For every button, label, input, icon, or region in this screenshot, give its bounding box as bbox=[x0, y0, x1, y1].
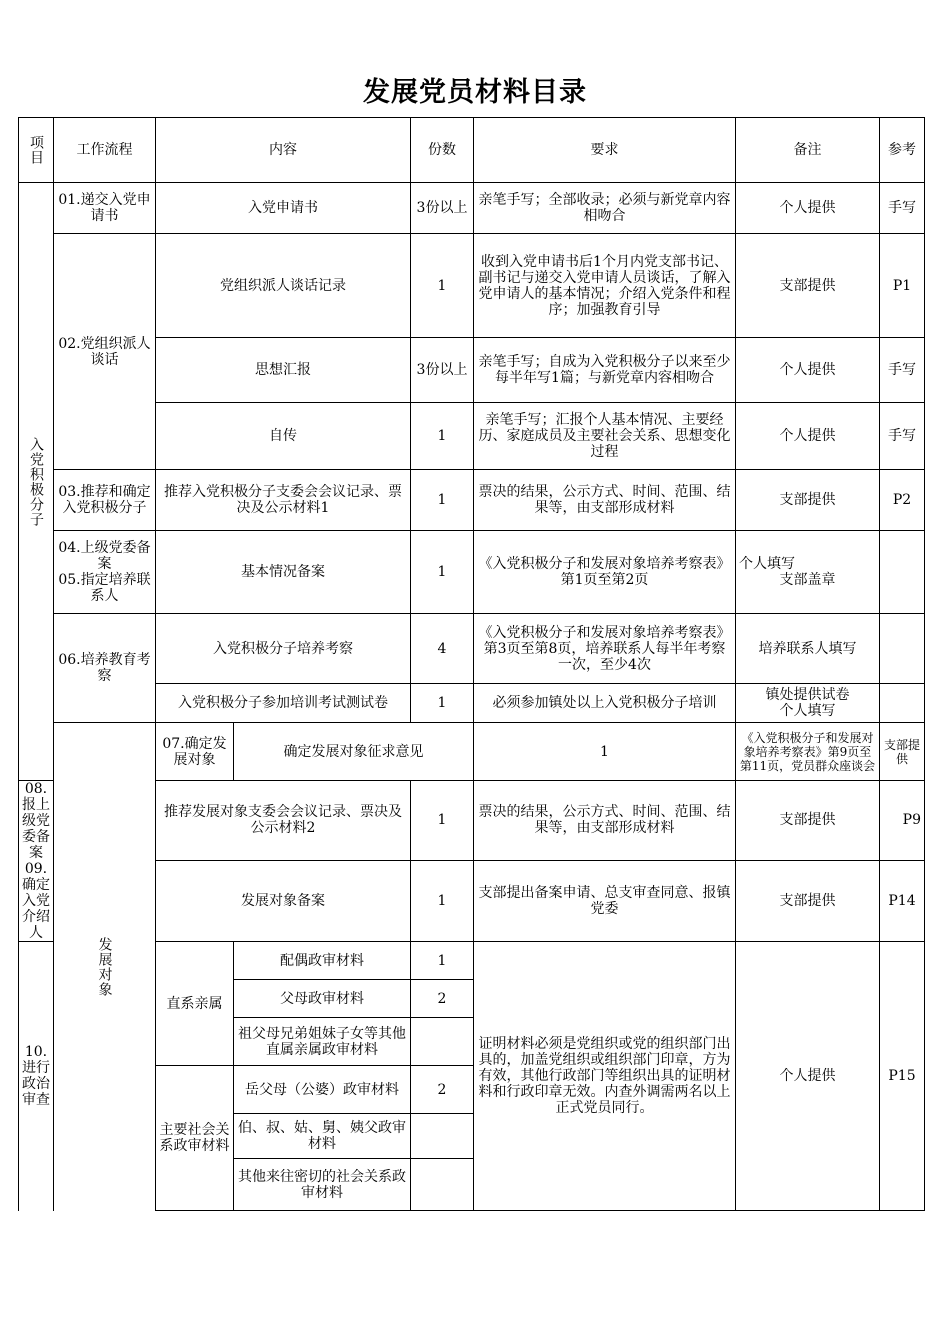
copies-cell: 3份以上 bbox=[411, 183, 474, 234]
process-cell: 07.确定发展对象 bbox=[156, 723, 234, 781]
subgroup-social: 主要社会关系政审材料 bbox=[156, 1066, 234, 1211]
remark-line: 个人填写 bbox=[739, 556, 795, 572]
content-cell: 自传 bbox=[156, 403, 411, 470]
subgroup-direct: 直系亲属 bbox=[156, 942, 234, 1066]
header-remark: 备注 bbox=[736, 118, 880, 183]
requirement-cell: 票决的结果，公示方式、时间、范围、结果等，由支部形成材料 bbox=[474, 781, 736, 861]
requirement-cell: 《入党积极分子和发展对象培养考察表》第3页至第8页，培养联系人每半年考察一次，至少4次 bbox=[474, 614, 736, 684]
reference-cell bbox=[880, 684, 925, 723]
content-cell: 岳父母（公婆）政审材料 bbox=[234, 1066, 411, 1114]
remark-cell: 支部提供 bbox=[736, 234, 880, 338]
reference-cell: P9 bbox=[880, 781, 925, 861]
reference-cell: P14 bbox=[880, 860, 925, 941]
process-cell bbox=[19, 781, 54, 942]
remark-cell bbox=[736, 684, 880, 723]
remark-line: 个人填写 bbox=[779, 703, 836, 719]
requirement-cell: 证明材料必须是党组织或党的组织部门出具的，加盖党组织或组织部门印章，方为有效，其他行政部门等组织出具的证明材料和行政印章无效。内查外调需两名以上正式党员同行。 bbox=[474, 942, 736, 1211]
copies-cell: 1 bbox=[411, 531, 474, 614]
remark-line: 镇处提供试卷 bbox=[765, 687, 850, 703]
header-row bbox=[19, 118, 925, 183]
reference-cell: P2 bbox=[880, 470, 925, 531]
table-row bbox=[19, 723, 925, 781]
copies-cell: 1 bbox=[411, 860, 474, 941]
requirement-cell: 《入党积极分子和发展对象培养考察表》第9页至第11页，党员群众座谈会 bbox=[736, 723, 880, 781]
reference-cell: P1 bbox=[880, 234, 925, 338]
table-row bbox=[19, 531, 925, 614]
reference-cell: 手写 bbox=[880, 338, 925, 403]
header-process: 工作流程 bbox=[54, 118, 156, 183]
process-line: 05.指定培养联系人 bbox=[58, 572, 151, 604]
remark-cell: 支部提供 bbox=[736, 470, 880, 531]
copies-cell: 1 bbox=[474, 723, 736, 781]
content-cell: 配偶政审材料 bbox=[234, 942, 411, 980]
copies-cell: 2 bbox=[411, 980, 474, 1018]
content-cell: 伯、叔、姑、舅、姨父政审 材料 bbox=[234, 1114, 411, 1159]
content-cell: 入党积极分子培养考察 bbox=[156, 614, 411, 684]
process-cell: 03.推荐和确定入党积极分子 bbox=[54, 470, 156, 531]
requirement-cell: 亲笔手写；全部收录；必须与新党章内容相吻合 bbox=[474, 183, 736, 234]
remark-cell: 支部提供 bbox=[736, 860, 880, 941]
remark-cell: 个人提供 bbox=[736, 183, 880, 234]
process-line: 08.报上级党委备案 bbox=[22, 781, 50, 861]
copies-cell: 1 bbox=[411, 684, 474, 723]
requirement-cell: 亲笔手写；汇报个人基本情况、主要经历、家庭成员及主要社会关系、思想变化过程 bbox=[474, 403, 736, 470]
content-cell: 祖父母兄弟姐妹子女等其他直属亲属政审材料 bbox=[234, 1018, 411, 1066]
copies-cell: 1 bbox=[411, 234, 474, 338]
content-cell: 发展对象备案 bbox=[156, 860, 411, 941]
section-candidate: 发展对象 bbox=[54, 723, 156, 1211]
reference-cell: 手写 bbox=[880, 403, 925, 470]
copies-cell: 2 bbox=[411, 1066, 474, 1114]
table-row bbox=[19, 183, 925, 234]
requirement-cell: 亲笔手写；自成为入党积极分子以来至少每半年写1篇；与新党章内容相吻合 bbox=[474, 338, 736, 403]
remark-cell: 支部提供 bbox=[736, 781, 880, 861]
table-row bbox=[19, 470, 925, 531]
content-cell: 推荐发展对象支委会会议记录、票决及公示材料2 bbox=[156, 781, 411, 861]
process-line: 09.确定入党介绍人 bbox=[22, 861, 50, 941]
table-row bbox=[19, 234, 925, 338]
process-cell: 06.培养教育考察 bbox=[54, 614, 156, 723]
copies-cell bbox=[411, 1159, 474, 1211]
reference-cell bbox=[880, 614, 925, 684]
header-copies: 份数 bbox=[411, 118, 474, 183]
requirement-cell: 收到入党申请书后1个月内党支部书记、副书记与递交入党申请人员谈话，了解入党申请人的基本情况；介绍入党条件和程序；加强教育引导 bbox=[474, 234, 736, 338]
content-cell: 其他来往密切的社会关系政审材料 bbox=[234, 1159, 411, 1211]
materials-table bbox=[18, 117, 925, 1211]
copies-cell: 3份以上 bbox=[411, 338, 474, 403]
copies-cell: 1 bbox=[411, 403, 474, 470]
process-line: 04.上级党委备案 bbox=[58, 540, 151, 572]
content-cell: 确定发展对象征求意见 bbox=[234, 723, 474, 781]
process-cell: 10.进行政治审查 bbox=[19, 942, 54, 1211]
content-cell: 推荐入党积极分子支委会会议记录、票决及公示材料1 bbox=[156, 470, 411, 531]
copies-cell: 1 bbox=[411, 942, 474, 980]
content-cell: 党组织派人谈话记录 bbox=[156, 234, 411, 338]
content-cell: 父母政审材料 bbox=[234, 980, 411, 1018]
page-title: 发展党员材料目录 bbox=[363, 77, 587, 108]
process-cell bbox=[54, 531, 156, 614]
copies-cell: 1 bbox=[411, 781, 474, 861]
requirement-cell: 支部提出备案申请、总支审查同意、报镇党委 bbox=[474, 860, 736, 941]
remark-line: 支部盖章 bbox=[779, 572, 836, 588]
content-cell: 入党申请书 bbox=[156, 183, 411, 234]
content-cell: 入党积极分子参加培训考试测试卷 bbox=[156, 684, 411, 723]
section-activist: 入党积极分子 bbox=[19, 183, 54, 781]
process-cell: 02.党组织派人谈话 bbox=[54, 234, 156, 470]
requirement-cell: 票决的结果，公示方式、时间、范围、结果等，由支部形成材料 bbox=[474, 470, 736, 531]
requirement-cell: 《入党积极分子和发展对象培养考察表》第1页至第2页 bbox=[474, 531, 736, 614]
header-content: 内容 bbox=[156, 118, 411, 183]
header-requirement: 要求 bbox=[474, 118, 736, 183]
header-item: 项目 bbox=[19, 118, 54, 183]
reference-cell: 手写 bbox=[880, 183, 925, 234]
copies-cell: 1 bbox=[411, 470, 474, 531]
remark-cell: 支部提供 bbox=[880, 723, 925, 781]
remark-cell: 个人提供 bbox=[736, 403, 880, 470]
content-cell: 思想汇报 bbox=[156, 338, 411, 403]
requirement-cell: 必须参加镇处以上入党积极分子培训 bbox=[474, 684, 736, 723]
remark-cell: 培养联系人填写 bbox=[736, 614, 880, 684]
process-cell: 01.递交入党申请书 bbox=[54, 183, 156, 234]
copies-cell bbox=[411, 1018, 474, 1066]
content-cell: 基本情况备案 bbox=[156, 531, 411, 614]
reference-cell bbox=[880, 531, 925, 614]
remark-cell bbox=[736, 531, 880, 614]
header-reference: 参考 bbox=[880, 118, 925, 183]
reference-cell: P15 bbox=[880, 942, 925, 1211]
remark-cell: 个人提供 bbox=[736, 942, 880, 1211]
remark-cell: 个人提供 bbox=[736, 338, 880, 403]
table-row bbox=[19, 614, 925, 684]
copies-cell: 4 bbox=[411, 614, 474, 684]
